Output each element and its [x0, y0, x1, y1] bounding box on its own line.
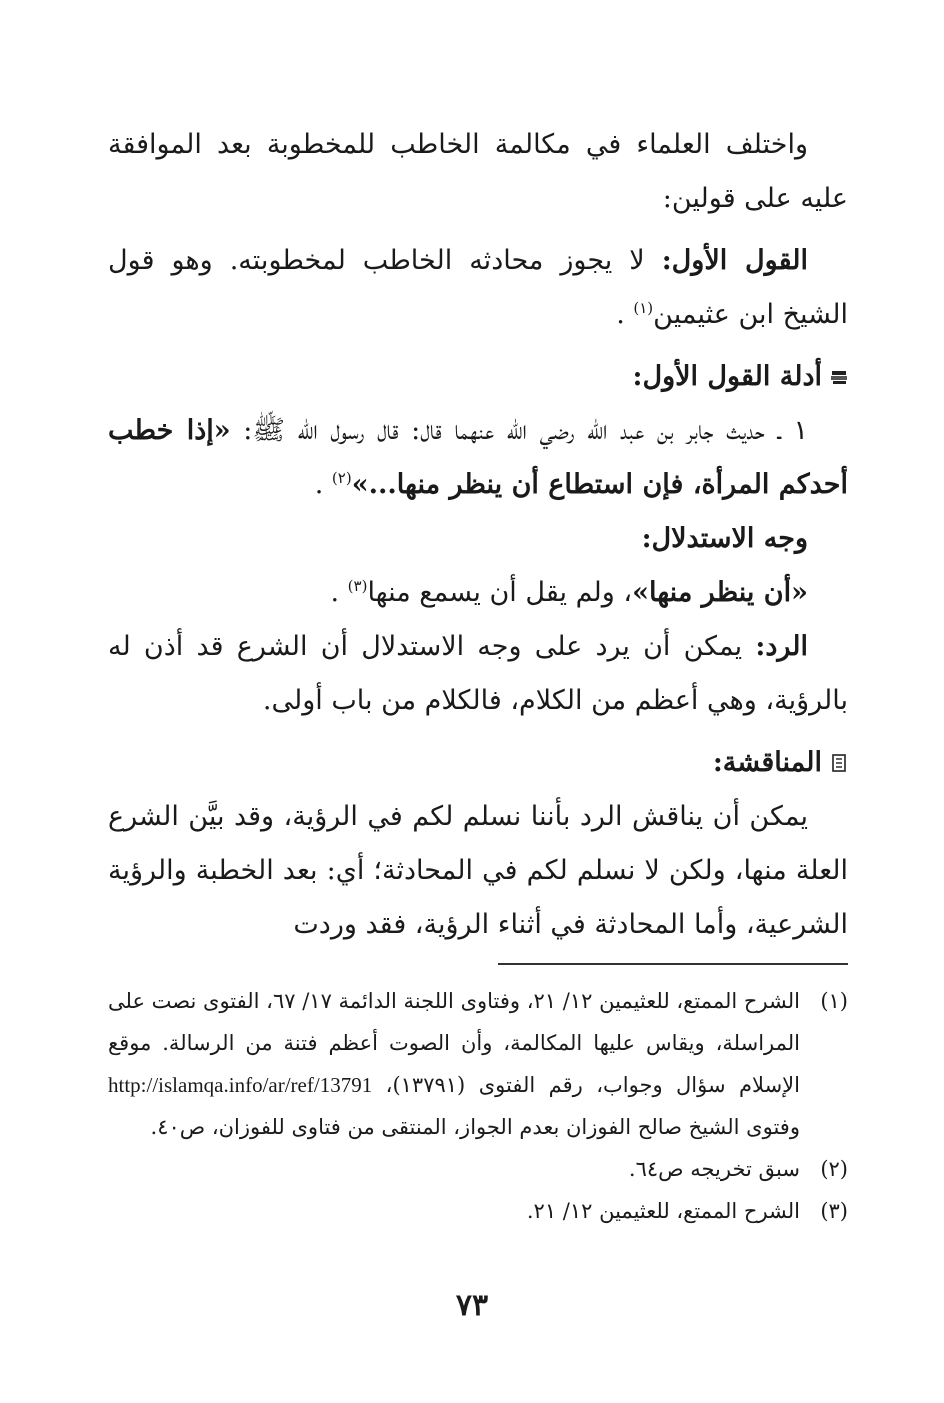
paragraph-response	[108, 620, 848, 728]
paragraph-intro: واختلف العلماء في مكالمة الخاطب للمخطوبة بعد الموافقة عليه على قولين:	[108, 129, 848, 214]
inference-text: ، ولم يقل أن يسمع منها	[367, 577, 633, 608]
inference-quote: «أن ينظر منها»	[632, 577, 808, 608]
footnote-divider	[498, 963, 848, 965]
footnote-number: (٣)	[820, 1199, 848, 1223]
footnote-number: (١)	[820, 989, 848, 1013]
footnote-2	[108, 1148, 848, 1190]
main-text	[108, 118, 848, 952]
heading-discussion-text: المناقشة:	[712, 747, 822, 778]
paragraph-hadith: ١ ـ حديث جابر بن عبد الله رضي الله عنهما قال: قال رسول الله ﷺ: «إذا خطب أحدكم المرأة، فإن استطاع أن ينظر منها...»$^{(٢)}$ .	[108, 415, 848, 500]
footnote-text: سبق تخريجه ص٦٤.	[628, 1157, 800, 1181]
footnote-3	[108, 1190, 848, 1232]
heading-discussion	[108, 736, 848, 790]
response-label: الرد:	[755, 631, 808, 662]
heading-evidence	[108, 350, 848, 404]
paragraph-inference: «أن ينظر منها»، ولم يقل أن يسمع منها$^{(٣)}$ .	[330, 577, 808, 608]
first-opinion-text: لا يجوز محادثه الخاطب لمخطوبته. وهو قول الشيخ ابن عثيمين	[108, 245, 848, 330]
document-icon	[830, 754, 848, 772]
first-opinion-label: القول الأول:	[661, 245, 809, 276]
footnotes	[108, 980, 848, 1232]
footnote-1	[108, 980, 848, 1148]
paragraph-first-opinion: القول الأول: لا يجوز محادثه الخاطب لمخطوبته. وهو قول الشيخ ابن عثيمين$^{(١)}$ .	[108, 245, 848, 330]
footnote-text-continued: وفتوى الشيخ صالح الفوزان بعدم الجواز، المنتقى من فتاوى للفوزان، ص٤٠.	[150, 1115, 800, 1139]
paragraph-discussion: يمكن أن يناقش الرد بأننا نسلم لكم في الرؤية، وقد بيَّن الشرع العلة منها، ولكن لا نسلم لكم في المحادثة؛ أي: بعد الخطبة والرؤية الشرعية، وأما المحادثة في أثناء الرؤية، فقد وردت	[108, 801, 848, 940]
heading-inference: وجه الاستدلال:	[641, 523, 808, 554]
footnote-number: (٢)	[820, 1157, 848, 1181]
footnote-ref-3: (٣)	[347, 577, 368, 595]
footnote-url: http://islamqa.info/ar/ref/13791	[108, 1073, 373, 1097]
footnote-text: الشرح الممتع، للعثيمين ١٢/ ٢١.	[526, 1199, 800, 1223]
page-number: ٧٣	[455, 1288, 489, 1323]
hadith-quote: «إذا خطب أحدكم المرأة، فإن استطاع أن ينظر منها...»	[108, 415, 848, 500]
book-stack-icon	[830, 368, 848, 386]
footnote-text: الشرح الممتع، للعثيمين ١٢/ ٢١، وفتاوى اللجنة الدائمة ١٧/ ٦٧، الفتوى نصت على المراسلة، ويقاس عليها المكالمة، وأن الصوت أعظم فتنة من الرسالة. موقع الإسلام سؤال وجواب، رقم الفتوى (١٣٧٩١)،	[108, 989, 800, 1097]
footnote-ref-1: (١)	[633, 299, 654, 317]
heading-evidence-text: أدلة القول الأول:	[632, 361, 822, 392]
hadith-intro: ١ ـ حديث جابر بن عبد الله رضي الله عنهما قال: قال رسول الله ﷺ:	[243, 415, 808, 446]
response-text: يمكن أن يرد على وجه الاستدلال أن الشرع قد أذن له بالرؤية، وهي أعظم من الكلام، فالكلام من باب أولى.	[108, 631, 848, 716]
footnote-ref-2: (٢)	[331, 469, 352, 487]
